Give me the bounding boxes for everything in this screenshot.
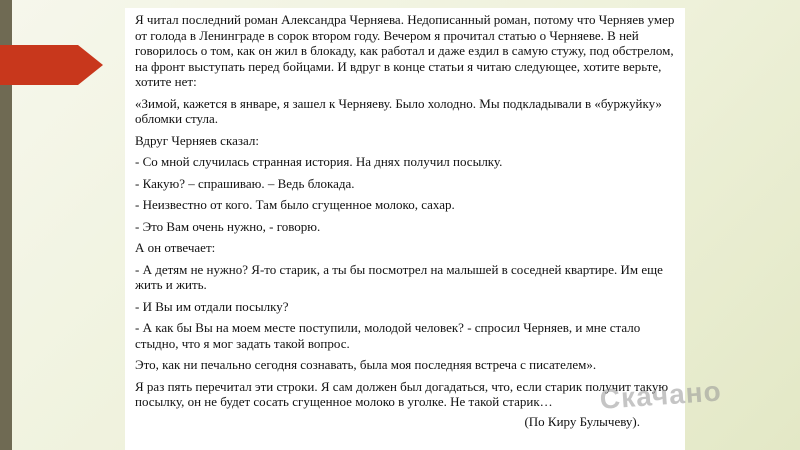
paragraph-quote-end: Это, как ни печально сегодня сознавать, была моя последняя встреча с писателем». [135,357,597,372]
attribution: (По Киру Булычеву). [524,413,640,429]
watermark-text: Скачано [598,375,723,415]
dialogue-line: - А как бы Вы на моем месте поступили, молодой человек? - спросил Черняев, и мне стало стыдно, что я мог задать такой вопрос. [135,320,641,351]
paragraph-conclusion: Я раз пять перечитал эти строки. Я сам должен был догадаться, что, если старик получит такую посылку, он не будет сосать сгущенное молоко в уголке. Не такой старик… [135,378,669,409]
dialogue-line: - И Вы им отдали посылку? [135,298,289,314]
dialogue-line: - Неизвестно от кого. Там было сгущенное молоко, сахар. [135,197,455,212]
dialogue-line: - Какую? – спрашиваю. – Ведь блокада. [135,175,355,191]
dialogue-line: - Это Вам очень нужно, - говорю. [135,218,321,234]
paragraph-said: Вдруг Черняев сказал: [135,132,259,148]
red-arrow-decoration [0,45,103,85]
story-text [135,12,680,435]
dialogue-line: - Со мной случилась странная история. На днях получил посылку. [135,154,503,169]
dialogue-line: - А детям не нужно? Я-то старик, а ты бы посмотрел на малышей в соседней квартире. Им еще жить и жить. [135,261,663,292]
text-page [125,8,685,450]
paragraph-quote-start: «Зимой, кажется в январе, я зашел к Черняеву. Было холодно. Мы подкладывали в «буржуйку» обломки стула. [135,95,662,126]
dialogue-line: А он отвечает: [135,240,216,255]
paragraph-intro: Я читал последний роман Александра Черняева. Недописанный роман, потому что Черняев умер от голода в Ленинграде в сорок втором году. Вечером я прочитал статью о Черняеве. В ней говорилось о том, как он жил в блокаду, как работал и даже ездил в самую стужу, под обстрелом, на фронт выступать перед бойцами. И вдруг в конце статьи я читаю следующее, хотите верьте, хотите нет: [135,12,675,89]
